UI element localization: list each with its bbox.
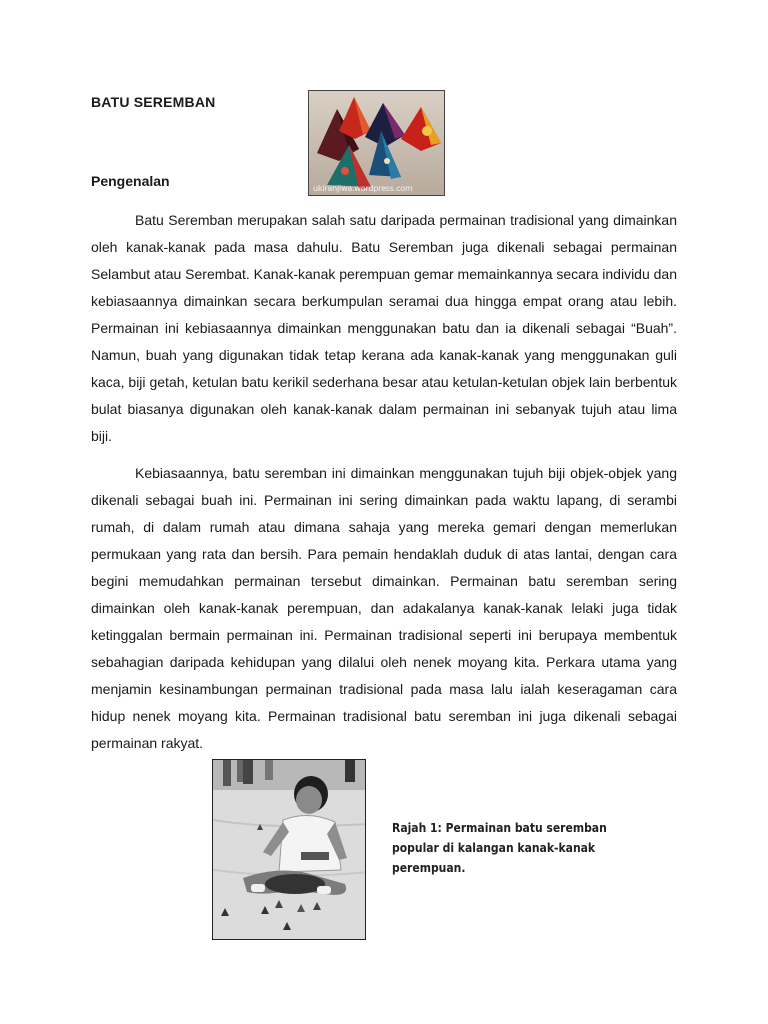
girl-playing-photo	[212, 759, 366, 940]
paragraph-introduction: Batu Seremban merupakan salah satu daripada permainan tradisional yang dimainkan oleh kanak-kanak pada masa dahulu. Batu Seremban juga dikenali sebagai permainan Selambut atau Serembat. Kanak-kanak perempuan gemar memainkannya secara individu dan kebiasaannya dimainkan secara berkumpulan seramai dua hingga empat orang atau lebih. Permainan ini kebiasaannya dimainkan menggunakan batu dan ia dikenali sebagai “Buah”. Namun, buah yang digunakan tidak tetap kerana ada kanak-kanak yang menggunakan guli kaca, biji getah, ketulan batu kerikil sederhana besar atau ketulan-ketulan objek lain berbentuk bulat biasanya digunakan oleh kanak-kanak dalam permainan ini sebanyak tujuh atau lima biji.	[91, 212, 678, 444]
document-title: BATU SEREMBAN	[91, 94, 216, 110]
girl-playing-illustration	[213, 760, 366, 940]
cloth-pyramids-illustration	[309, 91, 445, 196]
section-heading: Pengenalan	[91, 173, 170, 189]
batu-seremban-photo	[308, 90, 445, 196]
figure-caption: Rajah 1: Permainan batu seremban popular di kalangan kanak-kanak perempuan.	[392, 821, 607, 875]
paragraph-gameplay: Kebiasaannya, batu seremban ini dimainkan menggunakan tujuh biji objek-objek yang dikenali sebagai buah ini. Permainan ini sering dimainkan pada waktu lapang, di serambi rumah, di dalam rumah atau dimana sahaja yang mereka gemari dengan memerlukan permukaan yang rata dan bersih. Para pemain hendaklah duduk di atas lantai, dengan cara begini memudahkan permainan tersebut dimainkan. Permainan batu seremban sering dimainkan oleh kanak-kanak perempuan, dan adakalanya kanak-kanak lelaki juga tidak ketinggalan bermain permainan ini. Permainan tradisional seperti ini berupaya membentuk sebahagian daripada kehidupan yang dilalui oleh nenek moyang kita. Perkara utama yang menjamin kesinambungan permainan tradisional pada masa lalu ialah keseragaman cara hidup nenek moyang kita. Permainan tradisional batu seremban ini juga dikenali sebagai permainan rakyat.	[91, 465, 677, 751]
image-watermark: ukiranjiwa.wordpress.com	[313, 184, 413, 193]
